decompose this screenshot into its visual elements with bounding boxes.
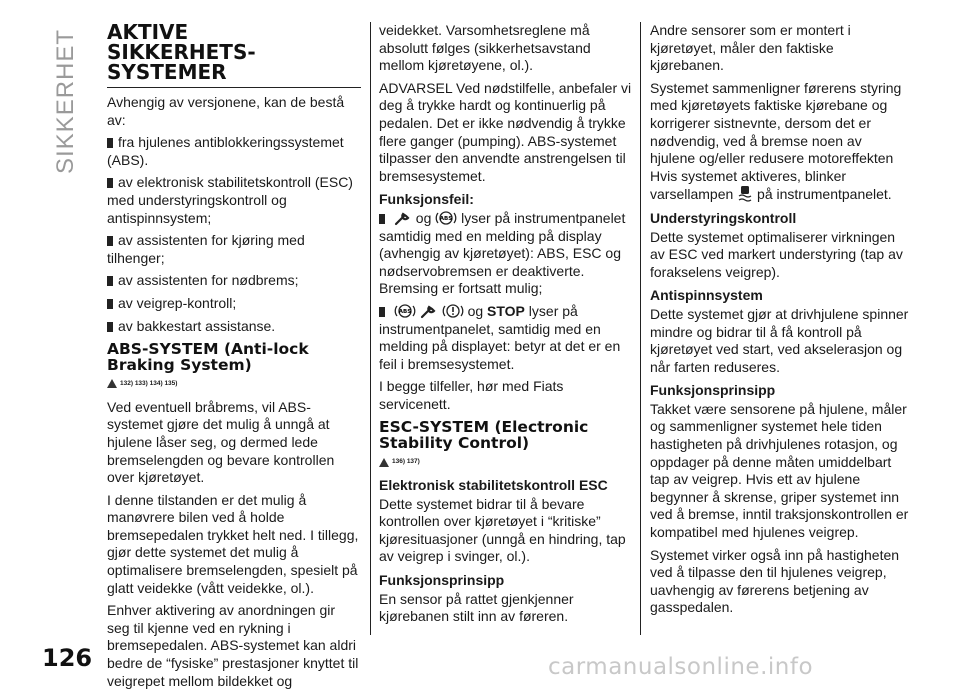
function-heading: Funksjonsprinsipp [650,382,776,399]
warning-text: ADVARSEL Ved nødstilfelle, anbefaler vi deg å trykke hardt og kontinuerlig på pedalen. Det er ikke nødvendig å trykke flere ganger (pumping). ABS-systemet tilpasser den anvendte anstrengelsen til bremsesystemet. [379,79,632,184]
fault-item: ABS og STOP lyser på instrumentpanelet, samtidig med en melding på displayet: betyr at det er en feil i bremsesystemet. [379,302,621,372]
wrench-icon [394,212,412,226]
bullet-square-icon [107,276,113,286]
list-item: av assistenten for nødbrems; [107,272,361,290]
system-text: Systemet sammenligner førerens styring med kjøretøyets faktiske kjørebane og korrigerer sistnevnte, dersom det er nødvendig, ved å bremse noen av hjulene og/eller redusere motoreffekten Hvis systemet aktiveres, blinker varsellampen på instrumentpanelet. [650,79,902,203]
function-text: En sensor på rattet gjenkjenner kjørebanen stilt inn av føreren. [379,590,574,625]
wrench-icon [420,305,438,319]
list-item: fra hjulenes antiblokkeringssystemet (ABS). [107,134,344,168]
esc-text: Dette systemet bidrar til å bevare kontrollen over kjøretøyet i “kritiske” kjøresituasjoner (unngå en hindring, tap av veigrep i svinger, ol.). [379,495,626,565]
esc-heading: ESC-SYSTEM (Electronic Stability Control) [379,418,589,453]
understeer-heading: Understyringskontroll [650,209,797,226]
antispin-heading: Antispinnsystem [650,287,763,304]
abs-paragraph: I denne tilstanden er det mulig å manøvrere bilen ved å holde bremsepedalen trykket helt ned. I tillegg, gjør dette systemet det mulig å optimalisere bremselengden, spesielt på glatt veidekke (vått veidekke, ol.). [107,491,359,596]
bullet-square-icon [107,138,113,148]
function-heading: Funksjonsprinsipp [379,572,505,589]
sensors-text: Andre sensorer som er montert i kjøretøyet, måler den faktiske kjørebanen. [650,22,851,74]
abs-lamp-icon [435,210,457,226]
bullet-square-icon [107,236,113,246]
abs-paragraph: Ved eventuell bråbrems, vil ABS-systemet gjøre det mulig å unngå at hjulene låser seg, og dermed lede bremselengden og bevare kontrollen over kjøretøyet. [107,398,335,486]
warning-references: 132) 133) 134) 135) [107,375,361,393]
esc-subheading: Elektronisk stabilitetskontroll ESC [379,477,608,494]
feature-list [107,134,361,335]
esc-lamp-icon [737,185,753,202]
bullet-square-icon [379,214,385,224]
bullet-square-icon [107,322,113,332]
list-item: av assistenten for kjøring med tilhenger; [107,232,305,266]
list-item: av elektronisk stabilitetskontroll (ESC) med understyringskontroll og antispinnsystem; [107,174,353,226]
warning-triangle-icon [379,458,389,467]
abs-lamp-icon [394,303,416,319]
warning-references: 136) 137) [379,453,633,471]
section-tab: SIKKERHET [52,28,79,174]
intro-text: Avhengig av versjonene, kan de bestå av: [107,94,345,128]
column-divider [370,22,371,635]
list-item: av bakkestart assistanse. [107,318,361,336]
page-title: AKTIVE SIKKERHETS- SYSTEMER [107,22,361,88]
abs-paragraph: Enhver aktivering av anordningen gir seg til kjenne ved en rykning i bremsepedalen. ABS-systemet kan aldri bedre de “fysiske” prestasjoner knyttet til veigrepet mellom bildekket og [107,602,359,689]
bullet-square-icon [107,299,113,309]
fault-note: I begge tilfeller, hør med Fiats servicenett. [379,378,564,412]
bullet-square-icon [379,307,385,317]
list-item: av veigrep-kontroll; [107,295,361,313]
continuation-text: veidekket. Varsomhetsreglene må absolutt følges (sikkerhetsavstand mellom kjøretøyene, ol.). [379,22,591,74]
antispin-text: Dette systemet gjør at drivhjulene spinner mindre og bidrar til å få kontroll på kjøretøyet ved start, ved akselerasjon og når farten reduseres. [650,305,909,375]
column-2 [379,22,633,631]
column-1 [107,22,361,695]
abs-heading: ABS-SYSTEM (Anti-lock Braking System) [107,340,309,375]
function-text: Systemet virker også inn på hastigheten ved å tilpasse den til hjulenes veigrep, uavhengig av førerens betjening av gasspedalen. [650,546,900,616]
svg-text:ABS: ABS [440,215,453,222]
brake-warning-icon [442,303,464,319]
column-divider [640,22,641,635]
svg-text:ABS: ABS [398,308,412,315]
function-text: Takket være sensorene på hjulene, måler og sammenligner systemet hele tiden hastigheten på drivhjulenes rotasjon, og oppdager på denne måten umiddelbart tap av veigrep. Hvis ett av hjulene begynner å skrense, griper systemet inn ved å bremse, inntil traksjonskontrollen er kompatibel med hjulenes veigrep. [650,400,909,541]
bullet-square-icon [107,178,113,188]
understeer-text: Dette systemet optimaliserer virkningen av ESC ved markert understyring (tap av forakselens veigrep). [650,228,903,280]
page-number: 126 [42,644,93,672]
watermark: carmanualsonline.info [548,654,814,680]
column-3 [650,22,910,622]
warning-triangle-icon [107,379,117,388]
fault-item: og ABS lyser på instrumentpanelet samtidig med en melding på display (avhengig av kjøretøyet): ABS, ESC og nødservobremsen er deaktiverte. Bremsing er fortsatt mulig; [379,209,626,297]
faults-heading: Funksjonsfeil: [379,191,474,208]
